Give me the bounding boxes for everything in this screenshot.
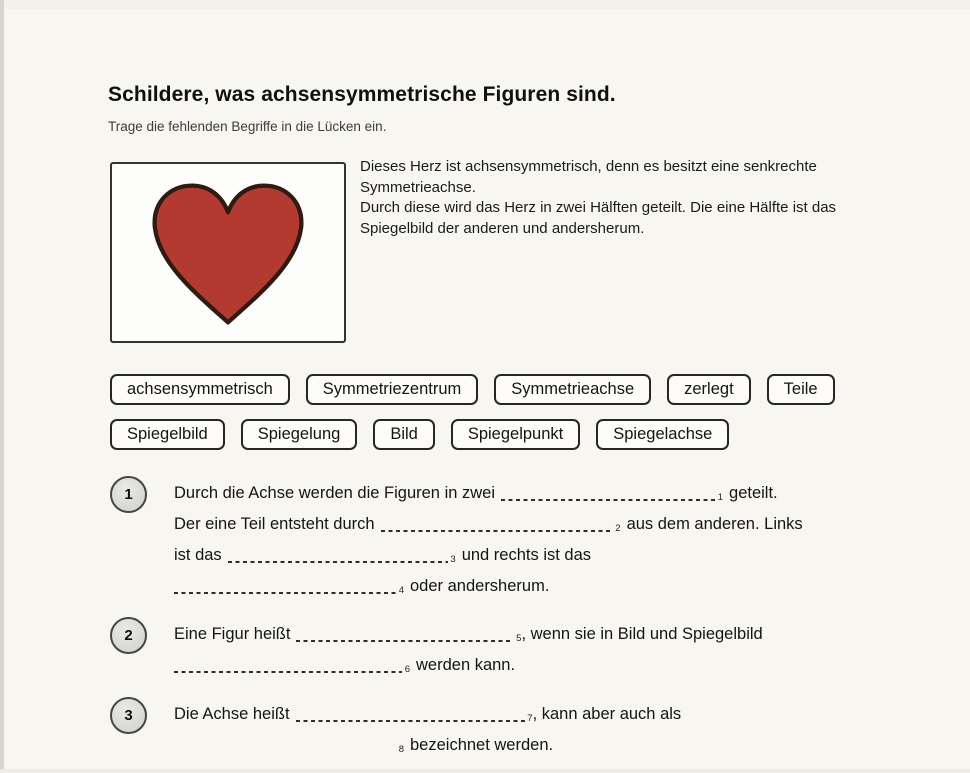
- blank-field-2[interactable]: [381, 514, 621, 534]
- exercise-text: Die Achse heißt: [174, 705, 290, 723]
- heart-icon: [142, 174, 314, 334]
- word-bank-row-2: [110, 419, 745, 450]
- blank-field-7[interactable]: [296, 704, 533, 724]
- blank-number: 3: [450, 553, 456, 565]
- blank-number: 7: [527, 712, 533, 724]
- example-image-box: [110, 162, 346, 343]
- exercise-line: [174, 540, 803, 571]
- word-chip[interactable]: Teile: [767, 374, 835, 405]
- word-chip[interactable]: Symmetriezentrum: [306, 374, 478, 405]
- word-chip[interactable]: achsensymmetrisch: [110, 374, 290, 405]
- exercise-2: [110, 619, 763, 681]
- page-edge-bottom: [0, 769, 970, 773]
- word-chip[interactable]: Spiegelbild: [110, 419, 225, 450]
- exercise-line: [174, 650, 763, 681]
- exercise-text: werden kann.: [416, 656, 516, 674]
- exercise-text: Der eine Teil entsteht durch: [174, 515, 375, 533]
- blank-field-3[interactable]: [228, 545, 456, 565]
- exercise-lines: [174, 619, 763, 681]
- blank-field-6[interactable]: [174, 655, 410, 675]
- example-text-line: Symmetrieachse.: [360, 178, 476, 196]
- exercise-line: [174, 509, 803, 540]
- exercise-line: [174, 478, 803, 509]
- exercise-line: [174, 699, 681, 730]
- exercise-text: Eine Figur heißt: [174, 625, 291, 643]
- page-subtitle: Trage die fehlenden Begriffe in die Lücken ein.: [108, 119, 387, 134]
- word-chip[interactable]: Spiegelachse: [596, 419, 729, 450]
- blank-number: 6: [404, 663, 410, 675]
- page-edge-left: [0, 0, 4, 773]
- word-chip[interactable]: Spiegelpunkt: [451, 419, 580, 450]
- blank-number: 5: [516, 632, 522, 644]
- exercise-text: geteilt.: [729, 484, 778, 502]
- exercise-lines: [174, 699, 681, 761]
- exercise-line: [174, 730, 681, 761]
- word-chip[interactable]: Bild: [373, 419, 435, 450]
- exercise-lines: [174, 478, 803, 602]
- exercise-text: aus dem anderen. Links: [626, 515, 803, 533]
- blank-number: 2: [615, 522, 621, 534]
- example-text-line: Dieses Herz ist achsensymmetrisch, denn es besitzt eine senkrechte: [360, 158, 817, 175]
- blank-field-5[interactable]: [296, 624, 522, 644]
- exercise-number-badge: 2: [110, 617, 147, 654]
- word-chip[interactable]: Spiegelung: [241, 419, 358, 450]
- blank-field-8[interactable]: [174, 735, 404, 755]
- blank-number: 1: [717, 491, 724, 503]
- exercise-number-badge: 3: [110, 697, 147, 734]
- exercise-text: , kann aber auch als: [532, 705, 682, 723]
- example-text-line: Durch diese wird das Herz in zwei Hälften geteilt. Die eine Hälfte ist das: [360, 199, 837, 216]
- exercise-text: Durch die Achse werden die Figuren in zwei: [174, 484, 496, 502]
- blank-field-1[interactable]: [501, 483, 724, 503]
- word-chip[interactable]: Symmetrieachse: [494, 374, 651, 405]
- exercise-text: bezeichnet werden.: [410, 736, 554, 754]
- exercise-number-badge: 1: [110, 476, 147, 513]
- page-title: Schildere, was achsensymmetrische Figuren sind.: [108, 83, 616, 106]
- blank-field-4[interactable]: [174, 576, 404, 596]
- exercise-3: [110, 699, 681, 761]
- blank-number: 8: [398, 743, 404, 755]
- exercise-text: und rechts ist das: [461, 546, 592, 564]
- exercise-text: oder andersherum.: [410, 577, 550, 595]
- exercise-text: ist das: [174, 546, 222, 564]
- word-bank-row-1: [110, 374, 851, 405]
- exercise-line: [174, 619, 763, 650]
- example-text: [360, 157, 920, 239]
- exercise-1: [110, 478, 803, 602]
- exercise-text: , wenn sie in Bild und Spiegelbild: [521, 625, 763, 643]
- exercise-line: [174, 571, 803, 602]
- blank-number: 4: [398, 584, 404, 596]
- example-text-line: Spiegelbild der anderen und andersherum.: [360, 219, 645, 237]
- word-chip[interactable]: zerlegt: [667, 374, 751, 405]
- page-edge-top: [0, 0, 970, 9]
